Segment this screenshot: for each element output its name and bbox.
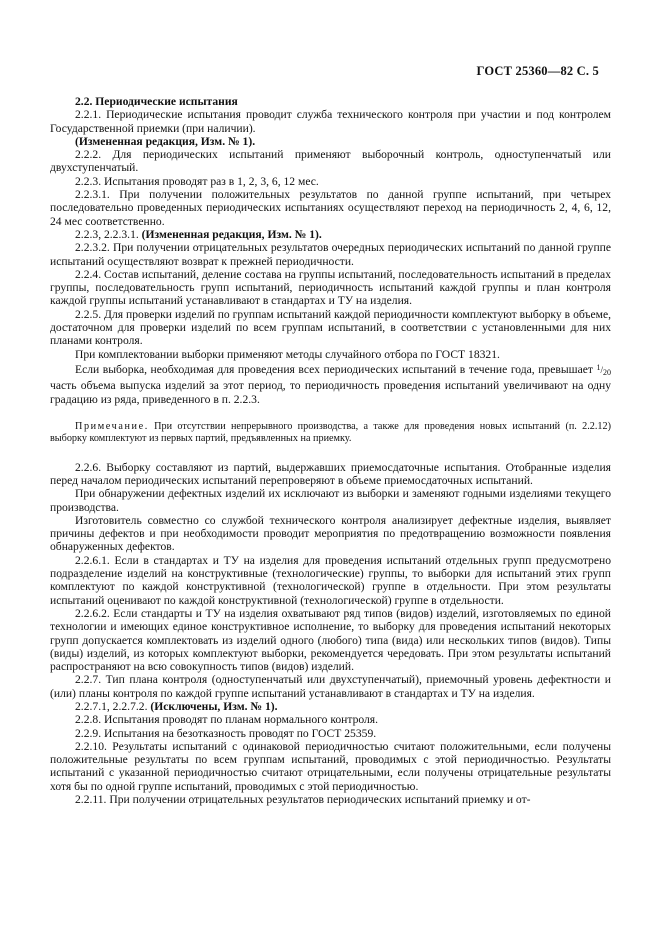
amendment-note [50,700,611,713]
paragraph-defect-analysis: Изготовитель совместно со службой технического контроля анализирует дефектные изделия, выявляет причины дефектов и при необходимости проводит мероприятия по предотвращению возможности появления обнаруженных дефектов. [50,513,611,554]
paragraph-2-2-10: 2.2.10. Результаты испытаний с одинаковой периодичностью считают положительными, если получены положительные результаты по всем группам испытаний, проводимых с этой периодичностью. Результаты испытаний с указанной периодичностью считают отрицательными, если получены отрицательные результаты хотя бы по одной группе испытаний, проводимых с этой периодичностью. [50,739,611,793]
amendment-ref: 2.2.7.1, 2.2.7.2. [75,699,148,713]
paragraph-2-2-6: 2.2.6. Выборку составляют из партий, выдержавших приемосдаточные испытания. Отобранные изделия перед началом периодических испытаний перепроверяют в объеме приемосдаточных испытаний. [50,460,611,487]
paragraph-2-2-11: 2.2.11. При получении отрицательных результатов периодических испытаний приемку и от- [75,793,531,807]
section-title: 2.2. Периодические испытания [75,95,238,108]
note-label: Примечание. [75,420,149,432]
paragraph-2-2-3-2: 2.2.3.2. При получении отрицательных результатов очередных периодических испытаний по данной группе испытаний осуществляют возврат к прежней периодичности. [50,241,611,268]
amendment-label: (Измененная редакция, Изм. № 1). [141,227,322,241]
fraction-numerator: 1 [596,362,601,372]
paragraph-2-2-7: 2.2.7. Тип плана контроля (одноступенчатый или двухступенчатый), приемочный уровень дефектности и (или) планы контроля по каждой группе испытаний устанавливают в стандартах и ТУ на изделия. [50,673,611,700]
amendment-note [50,228,611,241]
paragraph-defect-replace: При обнаружении дефектных изделий их исключают из выборки и заменяют годными изделиями текущего производства. [50,487,611,514]
amendment-label: (Исключены, Изм. № 1). [150,699,278,713]
text-fragment: Если выборка, необходимая для проведения всех периодических испытаний в течение года, превышает [75,362,593,376]
paragraph-sample-size [50,361,611,406]
amendment-ref: 2.2.3, 2.2.3.1. [75,227,139,241]
amendment-note [50,135,611,148]
fraction: $^1/_{20}$ [596,362,611,377]
paragraph-2-2-2: 2.2.2. Для периодических испытаний применяют выборочный контроль, одноступенчатый или двухступенчатый. [50,148,611,175]
paragraph-2-2-1: 2.2.1. Периодические испытания проводит служба технического контроля при участии и под контролем Государственной приемки (при наличии). [50,108,611,135]
running-header: ГОСТ 25360—82 С. 5 [476,64,599,78]
paragraph-2-2-6-2: 2.2.6.2. Если стандарты и ТУ на изделия охватывают ряд типов (видов) изделий, изготовляемых по единой технологии и имеющих единое конструктивное исполнение, то выборку для проведения испытаний некоторых групп допускается комплектовать из изделий одного (любого) типа (вида) или нескольких типов (видов). Типы (виды) изделий, из которых комплектуют выборки, рекомендуется чередовать. При этом результаты испытаний распространяют на всю совокупность типов (видов) изделий. [50,606,611,674]
document-body [50,95,611,806]
paragraph-2-2-9: 2.2.9. Испытания на безотказность проводят по ГОСТ 25359. [75,726,377,740]
paragraph-sampling-method: При комплектовании выборки применяют методы случайного отбора по ГОСТ 18321. [75,347,500,361]
note [50,421,611,446]
amendment-label: (Измененная редакция, Изм. № 1). [75,134,256,148]
paragraph-2-2-6-1: 2.2.6.1. Если в стандартах и ТУ на изделия для проведения испытаний отдельных групп предусмотрено подразделение изделий на конструктивные (технологические) группы, то выборки для испытаний этих групп комплектуют по каждой конструктивной (технологической) группе в отдельности. При этом результаты испытаний оценивают по каждой конструктивной (технологической) группе в отдельности. [50,553,611,607]
paragraph-2-2-3-1: 2.2.3.1. При получении положительных результатов по данной группе испытаний, при четырех последовательно проведенных периодических испытаниях осуществляют переход на периодичность 2, 4, 6, 12, 24 мес соответственно. [50,188,611,228]
note-text: При отсутствии непрерывного производства, а также для проведения новых испытаний (п. 2.2.12) выборку комплектуют из первых партий, предъявленных на приемку. [50,420,612,445]
fraction-denominator: 20 [603,367,611,377]
text-fragment: часть объема выпуска изделий за этот период, то периодичность проведения испытаний увеличивают на одну градацию из ряда, приведенного в п. 2.2.3. [50,379,611,406]
paragraph-2-2-3: 2.2.3. Испытания проводят раз в 1, 2, 3, 6, 12 мес. [75,174,319,188]
paragraph-2-2-4: 2.2.4. Состав испытаний, деление состава на группы испытаний, последовательность испытаний в пределах группы, последовательность групп испытаний, периодичность испытаний каждой группы и план контроля каждой группы испытаний устанавливают в стандартах и ТУ на изделия. [50,267,611,308]
paragraph-2-2-8: 2.2.8. Испытания проводят по планам нормального контроля. [75,713,379,727]
paragraph-2-2-5: 2.2.5. Для проверки изделий по группам испытаний каждой периодичности комплектуют выборку в объеме, достаточном для проверки изделий по всем группам испытаний, в соответствии с установленными для них планами контроля. [50,307,611,348]
